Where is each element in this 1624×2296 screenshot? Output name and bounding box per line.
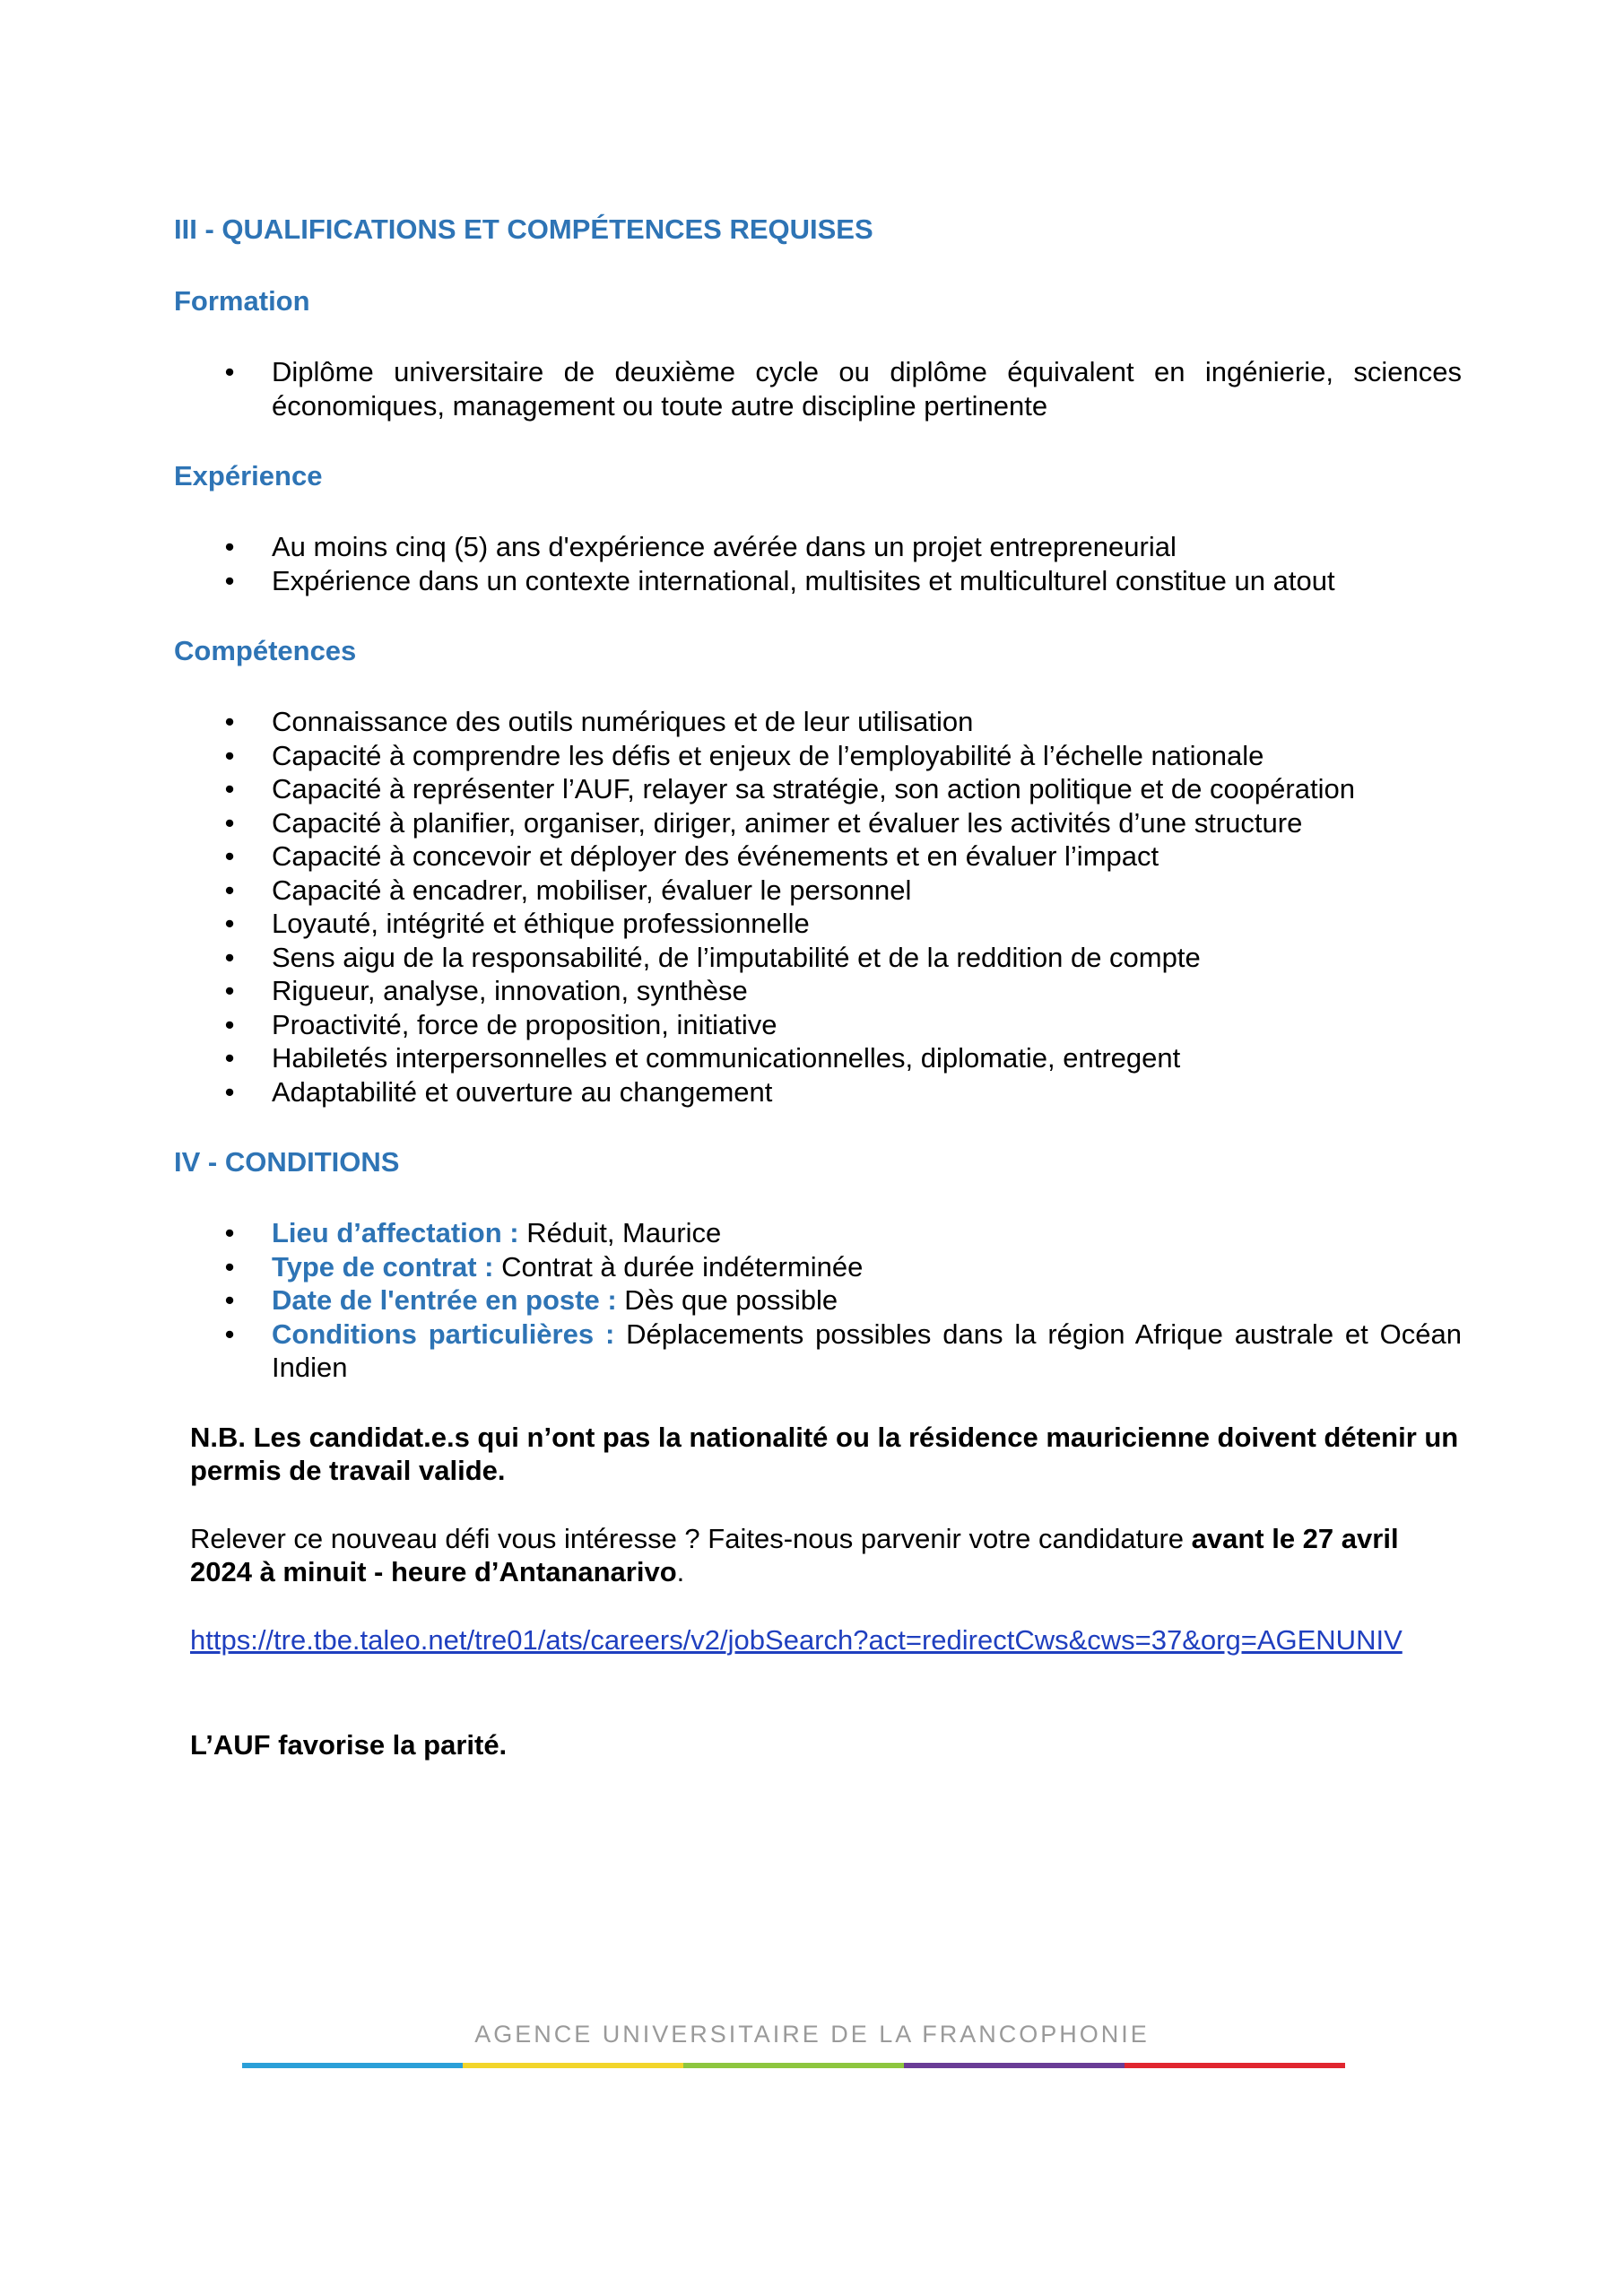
bullet-icon: • [224,773,235,804]
condition-value: Réduit, Maurice [526,1217,722,1248]
list-item-text: Diplôme universitaire de deuxième cycle ou diplôme équivalent en ingénierie, sciences économiques, management ou toute autre discipline pertinente [272,356,1462,422]
list-item [174,739,1462,773]
list-item [174,705,1462,739]
competences-title: Compétences [174,635,357,666]
bullet-icon: • [224,1318,235,1350]
condition-label: Date de l'entrée en poste : [272,1284,617,1316]
footer-color-segment [242,2063,463,2068]
bullet-icon: • [224,1008,235,1040]
list-item-text: Capacité à planifier, organiser, diriger, animer et évaluer les activités d’une structure [272,806,1303,839]
parity-statement: L’AUF favorise la parité. [190,1729,508,1761]
bullet-icon: • [224,531,235,562]
list-item-text: Capacité à encadrer, mobiliser, évaluer le personnel [272,874,912,906]
list-item [174,974,1462,1008]
application-intro [190,1522,1462,1589]
condition-label: Conditions particulières : [272,1318,615,1350]
list-item-text: Capacité à comprendre les défis et enjeux de l’employabilité à l’échelle nationale [272,739,1264,771]
section-3-title: III - QUALIFICATIONS ET COMPÉTENCES REQUISES [174,213,873,245]
footer-color-segment [1125,2063,1345,2068]
condition-item [174,1318,1462,1385]
footer-color-bar [242,2063,1345,2068]
list-item-text: Rigueur, analyse, innovation, synthèse [272,975,748,1006]
footer-organization-name: AGENCE UNIVERSITAIRE DE LA FRANCOPHONIE [474,2021,1150,2048]
bullet-icon: • [224,1250,235,1283]
list-item-text: Proactivité, force de proposition, initiative [272,1008,777,1040]
deadline-text: avant le 27 avril 2024 à minuit - heure d’Antananarivo [190,1522,1399,1587]
list-item-text: Au moins cinq (5) ans d'expérience avérée dans un projet entrepreneurial [272,531,1177,562]
section-4-title: IV - CONDITIONS [174,1146,400,1178]
list-item [174,530,1462,564]
list-item [174,907,1462,941]
application-link[interactable]: https://tre.tbe.taleo.net/tre01/ats/careers/v2/jobSearch?act=redirectCws&cws=37&org=AGENUNIV [190,1623,1403,1656]
bullet-icon: • [224,840,235,872]
condition-label: Lieu d’affectation : [272,1217,519,1248]
list-item-text: Loyauté, intégrité et éthique professionnelle [272,908,810,939]
bullet-icon: • [224,356,235,387]
bullet-icon: • [224,1284,235,1316]
list-item-text: Capacité à concevoir et déployer des événements et en évaluer l’impact [272,840,1159,872]
list-item [174,1041,1462,1075]
nb-note: N.B. Les candidat.e.s qui n’ont pas la nationalité ou la résidence mauricienne doivent détenir un permis de travail valide. [190,1421,1459,1486]
list-item [174,1008,1462,1042]
bullet-icon: • [224,806,235,839]
bullet-icon: • [224,564,235,596]
conditions-list [174,1216,1462,1385]
condition-value: Déplacements possibles dans la région Afrique australe et Océan Indien [272,1318,1462,1383]
condition-value: Dès que possible [624,1284,838,1316]
bullet-icon: • [224,739,235,771]
bullet-icon: • [224,975,235,1006]
list-item-text: Capacité à représenter l’AUF, relayer sa stratégie, son action politique et de coopération [272,773,1355,804]
condition-label: Type de contrat : [272,1250,494,1283]
bullet-icon: • [224,706,235,737]
bullet-icon: • [224,908,235,939]
list-item [174,806,1462,840]
formation-title: Formation [174,285,310,317]
document-body [174,212,1462,1762]
bullet-icon: • [224,1217,235,1248]
list-item-text: Habiletés interpersonnelles et communicationnelles, diplomatie, entregent [272,1042,1181,1074]
list-item [174,355,1462,422]
list-item-text: Connaissance des outils numériques et de leur utilisation [272,706,974,737]
list-item [174,564,1462,598]
list-item [174,1075,1462,1109]
condition-item [174,1216,1462,1250]
competences-list [174,705,1462,1109]
list-item [174,772,1462,806]
intro-text: Relever ce nouveau défi vous intéresse ? Faites-nous parvenir votre candidature [190,1522,1192,1554]
experience-list [174,530,1462,597]
footer-color-segment [904,2063,1125,2068]
list-item [174,874,1462,908]
list-item-text: Sens aigu de la responsabilité, de l’imputabilité et de la reddition de compte [272,941,1201,973]
condition-value: Contrat à durée indéterminée [501,1250,864,1283]
footer-color-segment [683,2063,904,2068]
formation-list [174,355,1462,422]
list-item-text: Adaptabilité et ouverture au changement [272,1075,773,1108]
list-item [174,839,1462,874]
list-item [174,941,1462,975]
condition-item [174,1250,1462,1284]
experience-title: Expérience [174,460,323,491]
bullet-icon: • [224,1042,235,1074]
bullet-icon: • [224,874,235,906]
intro-end: . [676,1556,685,1587]
condition-item [174,1283,1462,1318]
list-item-text: Expérience dans un contexte international, multisites et multiculturel constitue un atout [272,564,1335,596]
bullet-icon: • [224,1075,235,1108]
footer-color-segment [463,2063,683,2068]
bullet-icon: • [224,941,235,973]
